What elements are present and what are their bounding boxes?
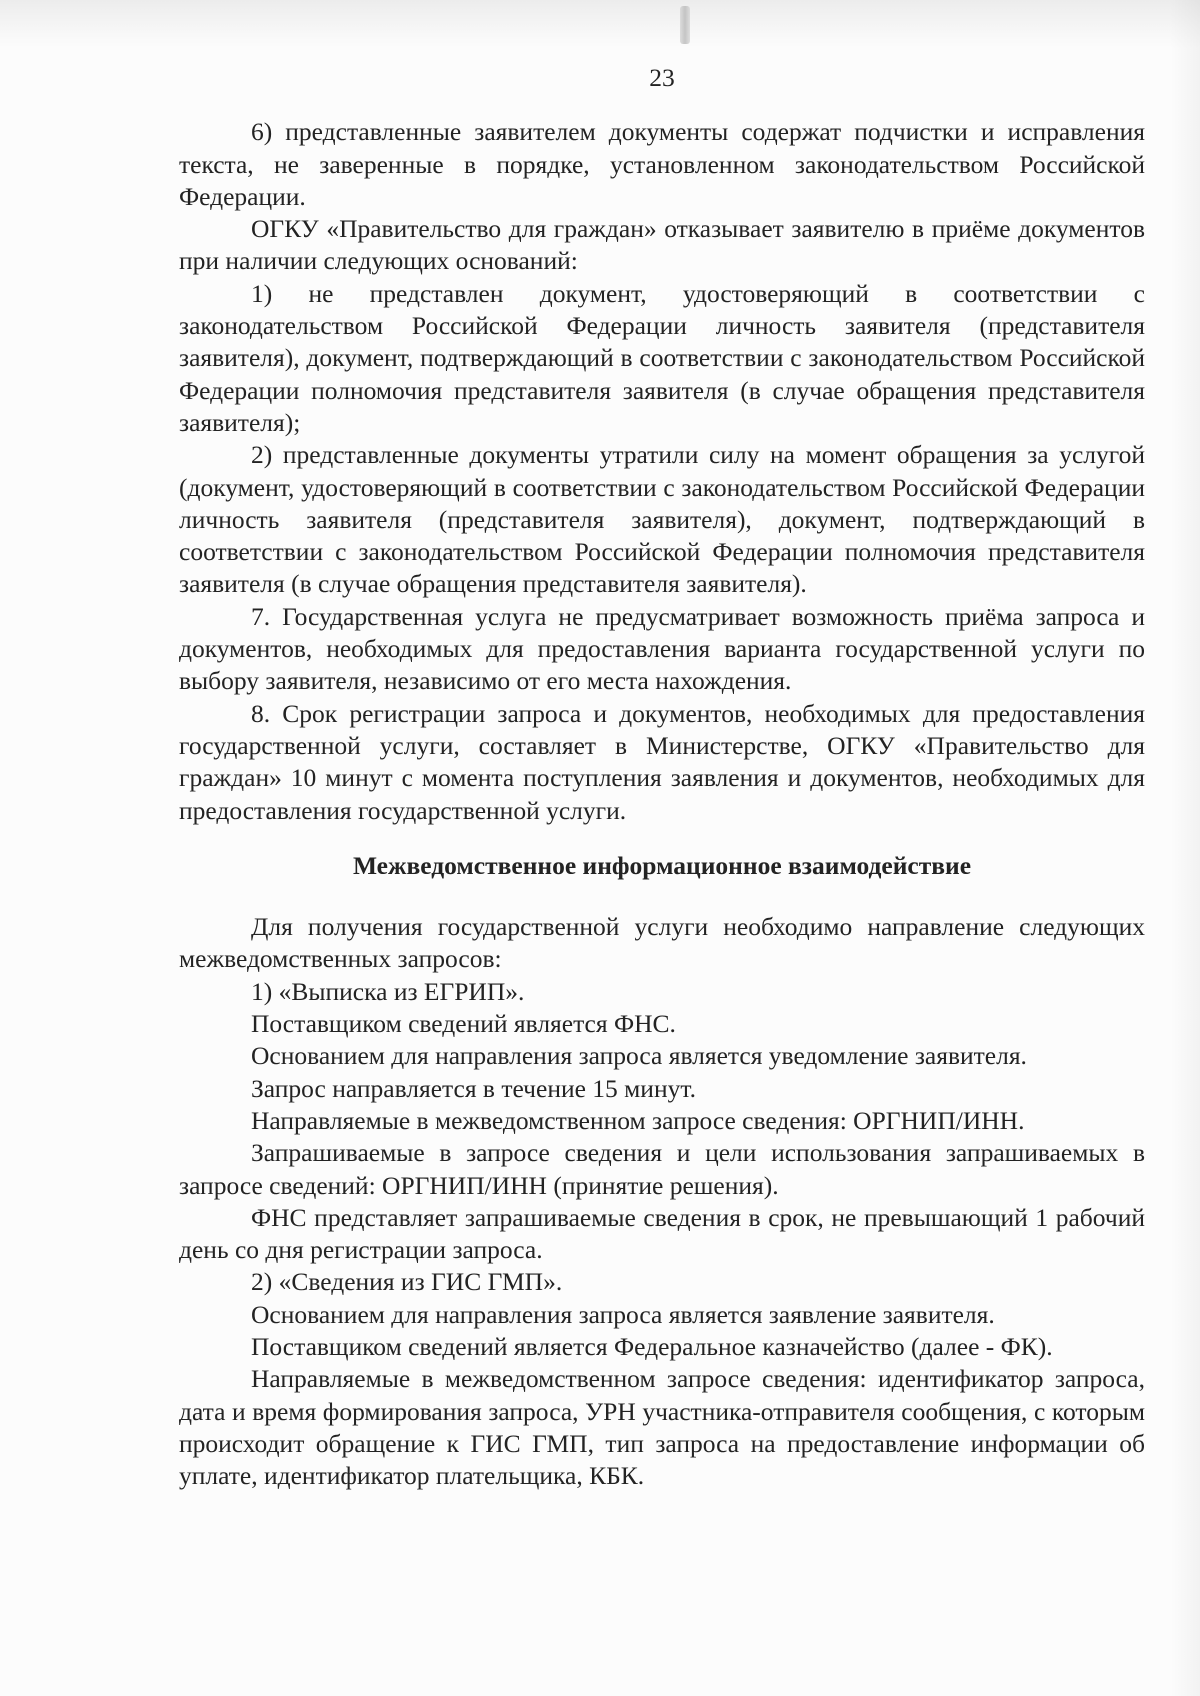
- paragraph-request-1-title: 1) «Выписка из ЕГРИП».: [251, 976, 525, 1006]
- paragraph-request-2-provider: Поставщиком сведений является Федеральное казначейство (далее - ФК).: [251, 1331, 1053, 1361]
- paragraph-clause-7: 7. Государственная услуга не предусматривает возможность приёма запроса и документов, необходимых для предоставления варианта государственной услуги по выбору заявителя, независимо от его места нахождения.: [179, 601, 1145, 696]
- paragraph-refusal-intro: ОГКУ «Правительство для граждан» отказывает заявителю в приёме документов при наличии следующих оснований:: [179, 214, 1145, 276]
- paragraph-request-1-response-term: ФНС представляет запрашиваемые сведения в срок, не превышающий 1 рабочий день со дня регистрации запроса.: [179, 1202, 1145, 1265]
- paragraph-request-1-provider: Поставщиком сведений является ФНС.: [251, 1009, 676, 1039]
- staple-mark: [680, 6, 690, 44]
- paragraph-request-1-timing: Запрос направляется в течение 15 минут.: [251, 1073, 696, 1103]
- paragraph-clause-8: 8. Срок регистрации запроса и документов, необходимых для предоставления государственной услуги, составляет в Министерстве, ОГКУ «Правительство для граждан» 10 минут с момента поступления заявления и документов, необходимых для предоставления государственной услуги.: [179, 698, 1145, 825]
- scan-shadow-right: [1170, 0, 1200, 1696]
- scan-shadow-top: [0, 0, 1200, 48]
- paragraph-request-2-title: 2) «Сведения из ГИС ГМП».: [251, 1267, 563, 1297]
- document-body: [179, 62, 1145, 1492]
- paragraph-request-2-sent-data: Направляемые в межведомственном запросе сведения: идентификатор запроса, дата и время формирования запроса, УРН участника-отправителя сообщения, с которым происходит обращение к ГИС ГМП, тип запроса на предоставление информации об уплате, идентификатор плательщика, КБК.: [179, 1364, 1145, 1491]
- paragraph-request-1-requested-data: Запрашиваемые в запросе сведения и цели использования запрашиваемых в запросе сведений: ОРГНИП/ИНН (принятие решения).: [179, 1138, 1145, 1200]
- section-heading: Межведомственное информационное взаимодействие: [352, 850, 972, 880]
- paragraph-requests-intro: Для получения государственной услуги необходимо направление следующих межведомственных запросов:: [179, 912, 1145, 974]
- paragraph-request-1-basis: Основанием для направления запроса является уведомление заявителя.: [251, 1041, 1027, 1071]
- paragraph-refusal-ground-1: 1) не представлен документ, удостоверяющий в соответствии с законодательством Российской Федерации личность заявителя (представителя заявителя), документ, подтверждающий в соответствии с законодательством Российской Федерации полномочия представителя заявителя (в случае обращения представителя заявителя);: [179, 278, 1145, 437]
- paragraph-item-6-grounds: 6) представленные заявителем документы содержат подчистки и исправления текста, не заверенные в порядке, установленном законодательством Российской Федерации.: [179, 117, 1145, 211]
- page-number: 23: [649, 63, 675, 92]
- paragraph-request-2-basis: Основанием для направления запроса является заявление заявителя.: [251, 1299, 995, 1329]
- paragraph-request-1-sent-data: Направляемые в межведомственном запросе сведения: ОРГНИП/ИНН.: [251, 1105, 1025, 1135]
- paragraph-refusal-ground-2: 2) представленные документы утратили силу на момент обращения за услугой (документ, удостоверяющий в соответствии с законодательством Российской Федерации личность заявителя (представителя заявителя), документ, подтверждающий в соответствии с законодательством Российской Федерации полномочия представителя заявителя (в случае обращения представителя заявителя).: [179, 440, 1145, 599]
